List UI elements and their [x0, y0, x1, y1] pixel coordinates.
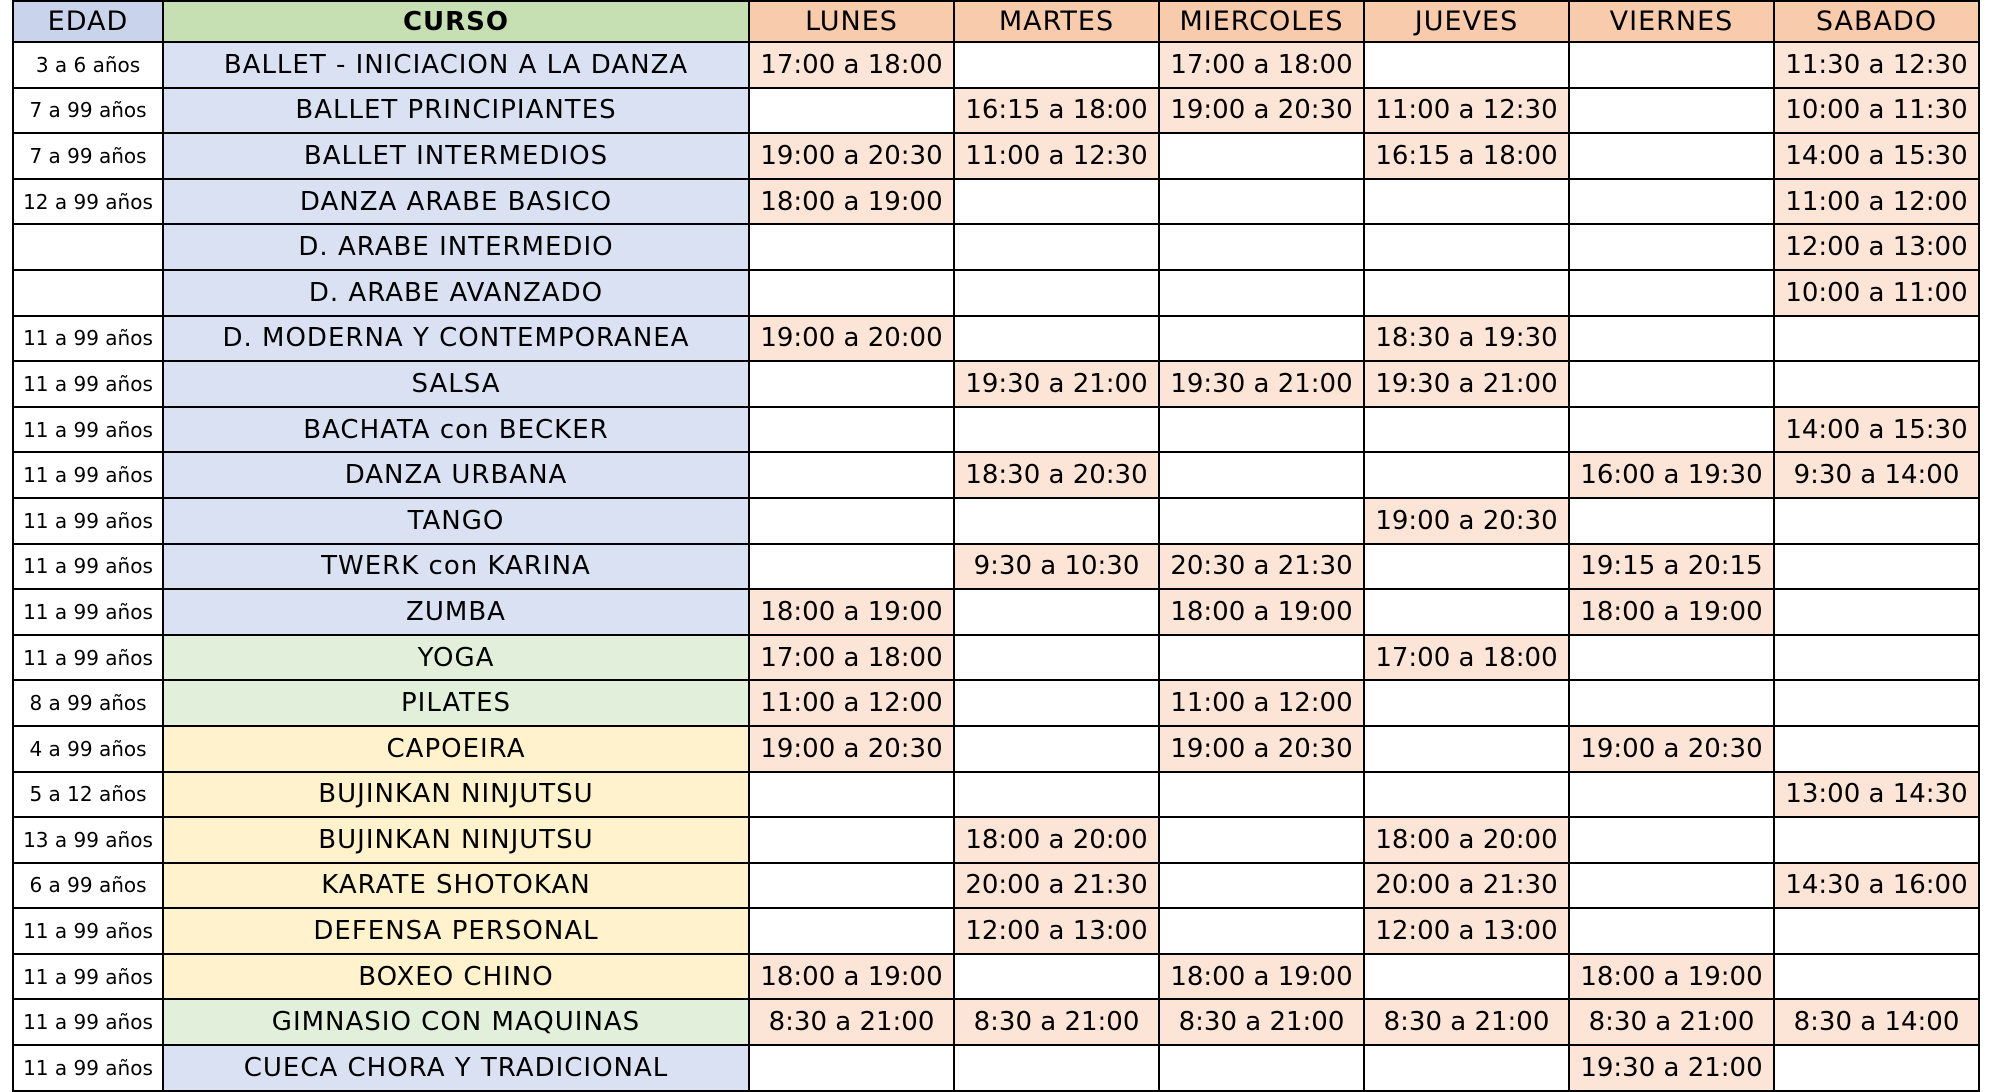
slot-cell-miercoles	[1159, 863, 1364, 909]
header-day-jueves: JUEVES	[1364, 1, 1569, 42]
slot-cell-sabado	[1774, 544, 1979, 590]
header-curso: CURSO	[163, 1, 749, 42]
curso-cell: D. MODERNA Y CONTEMPORANEA	[163, 316, 749, 362]
slot-cell-miercoles: 19:30 a 21:00	[1159, 361, 1364, 407]
slot-cell-sabado	[1774, 908, 1979, 954]
slot-cell-lunes	[749, 544, 954, 590]
slot-cell-miercoles: 20:30 a 21:30	[1159, 544, 1364, 590]
slot-cell-martes	[954, 589, 1159, 635]
slot-cell-sabado: 14:00 a 15:30	[1774, 407, 1979, 453]
table-row	[13, 270, 1979, 316]
slot-cell-sabado: 9:30 a 14:00	[1774, 452, 1979, 498]
slot-cell-miercoles: 19:00 a 20:30	[1159, 726, 1364, 772]
slot-cell-sabado: 14:00 a 15:30	[1774, 133, 1979, 179]
slot-cell-martes	[954, 407, 1159, 453]
slot-cell-sabado	[1774, 726, 1979, 772]
slot-cell-sabado: 8:30 a 14:00	[1774, 999, 1979, 1045]
table-row	[13, 224, 1979, 270]
slot-cell-jueves	[1364, 270, 1569, 316]
slot-cell-sabado: 10:00 a 11:30	[1774, 88, 1979, 134]
schedule-body	[13, 42, 1979, 1091]
slot-cell-martes: 12:00 a 13:00	[954, 908, 1159, 954]
slot-cell-lunes	[749, 88, 954, 134]
slot-cell-lunes	[749, 772, 954, 818]
slot-cell-miercoles	[1159, 224, 1364, 270]
slot-cell-viernes: 19:30 a 21:00	[1569, 1045, 1774, 1091]
slot-cell-jueves	[1364, 407, 1569, 453]
edad-cell: 4 a 99 años	[13, 726, 163, 772]
table-row	[13, 498, 1979, 544]
edad-cell: 11 a 99 años	[13, 999, 163, 1045]
slot-cell-martes	[954, 1045, 1159, 1091]
slot-cell-sabado	[1774, 361, 1979, 407]
slot-cell-martes	[954, 224, 1159, 270]
slot-cell-lunes	[749, 908, 954, 954]
edad-cell: 11 a 99 años	[13, 635, 163, 681]
slot-cell-viernes	[1569, 270, 1774, 316]
slot-cell-sabado: 14:30 a 16:00	[1774, 863, 1979, 909]
slot-cell-martes	[954, 498, 1159, 544]
slot-cell-viernes	[1569, 316, 1774, 362]
table-row	[13, 88, 1979, 134]
edad-cell: 11 a 99 años	[13, 407, 163, 453]
slot-cell-jueves	[1364, 954, 1569, 1000]
slot-cell-miercoles	[1159, 452, 1364, 498]
slot-cell-viernes: 8:30 a 21:00	[1569, 999, 1774, 1045]
edad-cell: 8 a 99 años	[13, 680, 163, 726]
slot-cell-lunes: 17:00 a 18:00	[749, 635, 954, 681]
edad-cell: 11 a 99 años	[13, 589, 163, 635]
slot-cell-sabado	[1774, 589, 1979, 635]
curso-cell: YOGA	[163, 635, 749, 681]
edad-cell	[13, 270, 163, 316]
slot-cell-jueves	[1364, 224, 1569, 270]
slot-cell-miercoles: 17:00 a 18:00	[1159, 42, 1364, 88]
slot-cell-jueves: 11:00 a 12:30	[1364, 88, 1569, 134]
slot-cell-miercoles: 11:00 a 12:00	[1159, 680, 1364, 726]
slot-cell-lunes	[749, 452, 954, 498]
table-row	[13, 316, 1979, 362]
slot-cell-sabado: 11:30 a 12:30	[1774, 42, 1979, 88]
edad-cell: 13 a 99 años	[13, 817, 163, 863]
slot-cell-viernes	[1569, 361, 1774, 407]
table-row	[13, 179, 1979, 225]
curso-cell: DANZA URBANA	[163, 452, 749, 498]
slot-cell-miercoles	[1159, 133, 1364, 179]
slot-cell-jueves: 20:00 a 21:30	[1364, 863, 1569, 909]
slot-cell-martes: 16:15 a 18:00	[954, 88, 1159, 134]
slot-cell-miercoles	[1159, 498, 1364, 544]
slot-cell-jueves	[1364, 452, 1569, 498]
slot-cell-sabado: 13:00 a 14:30	[1774, 772, 1979, 818]
slot-cell-miercoles	[1159, 407, 1364, 453]
curso-cell: BUJINKAN NINJUTSU	[163, 772, 749, 818]
edad-cell: 11 a 99 años	[13, 908, 163, 954]
slot-cell-jueves	[1364, 179, 1569, 225]
slot-cell-jueves	[1364, 544, 1569, 590]
slot-cell-viernes	[1569, 680, 1774, 726]
slot-cell-jueves	[1364, 726, 1569, 772]
table-row	[13, 544, 1979, 590]
slot-cell-viernes	[1569, 817, 1774, 863]
slot-cell-jueves: 18:30 a 19:30	[1364, 316, 1569, 362]
slot-cell-sabado: 11:00 a 12:00	[1774, 179, 1979, 225]
edad-cell: 7 a 99 años	[13, 133, 163, 179]
header-day-lunes: LUNES	[749, 1, 954, 42]
header-day-martes: MARTES	[954, 1, 1159, 42]
curso-cell: KARATE SHOTOKAN	[163, 863, 749, 909]
slot-cell-martes	[954, 316, 1159, 362]
edad-cell: 11 a 99 años	[13, 498, 163, 544]
slot-cell-martes	[954, 680, 1159, 726]
edad-cell: 11 a 99 años	[13, 361, 163, 407]
slot-cell-lunes: 19:00 a 20:00	[749, 316, 954, 362]
slot-cell-viernes: 19:00 a 20:30	[1569, 726, 1774, 772]
slot-cell-lunes	[749, 1045, 954, 1091]
slot-cell-lunes: 18:00 a 19:00	[749, 179, 954, 225]
slot-cell-lunes	[749, 224, 954, 270]
slot-cell-lunes: 17:00 a 18:00	[749, 42, 954, 88]
slot-cell-martes: 20:00 a 21:30	[954, 863, 1159, 909]
slot-cell-lunes	[749, 817, 954, 863]
slot-cell-martes	[954, 772, 1159, 818]
slot-cell-miercoles	[1159, 908, 1364, 954]
slot-cell-sabado	[1774, 498, 1979, 544]
curso-cell: D. ARABE AVANZADO	[163, 270, 749, 316]
table-row	[13, 817, 1979, 863]
slot-cell-lunes	[749, 407, 954, 453]
slot-cell-miercoles	[1159, 270, 1364, 316]
table-row	[13, 361, 1979, 407]
table-row	[13, 133, 1979, 179]
header-edad: EDAD	[13, 1, 163, 42]
slot-cell-viernes: 19:15 a 20:15	[1569, 544, 1774, 590]
edad-cell: 11 a 99 años	[13, 1045, 163, 1091]
slot-cell-jueves	[1364, 1045, 1569, 1091]
slot-cell-sabado	[1774, 680, 1979, 726]
slot-cell-lunes: 19:00 a 20:30	[749, 726, 954, 772]
slot-cell-lunes	[749, 863, 954, 909]
slot-cell-viernes	[1569, 133, 1774, 179]
slot-cell-lunes: 11:00 a 12:00	[749, 680, 954, 726]
edad-cell: 11 a 99 años	[13, 544, 163, 590]
curso-cell: TANGO	[163, 498, 749, 544]
slot-cell-viernes	[1569, 772, 1774, 818]
table-row	[13, 452, 1979, 498]
slot-cell-martes: 19:30 a 21:00	[954, 361, 1159, 407]
table-row	[13, 407, 1979, 453]
curso-cell: BOXEO CHINO	[163, 954, 749, 1000]
slot-cell-jueves: 17:00 a 18:00	[1364, 635, 1569, 681]
slot-cell-sabado	[1774, 1045, 1979, 1091]
curso-cell: ZUMBA	[163, 589, 749, 635]
edad-cell: 5 a 12 años	[13, 772, 163, 818]
header-day-viernes: VIERNES	[1569, 1, 1774, 42]
curso-cell: DANZA ARABE BASICO	[163, 179, 749, 225]
slot-cell-jueves	[1364, 772, 1569, 818]
schedule-table	[12, 0, 1980, 1092]
edad-cell: 11 a 99 años	[13, 452, 163, 498]
slot-cell-lunes: 19:00 a 20:30	[749, 133, 954, 179]
curso-cell: BACHATA con BECKER	[163, 407, 749, 453]
curso-cell: CUECA CHORA Y TRADICIONAL	[163, 1045, 749, 1091]
table-row	[13, 726, 1979, 772]
slot-cell-viernes	[1569, 908, 1774, 954]
slot-cell-sabado	[1774, 635, 1979, 681]
slot-cell-viernes	[1569, 88, 1774, 134]
slot-cell-martes: 8:30 a 21:00	[954, 999, 1159, 1045]
slot-cell-martes: 18:30 a 20:30	[954, 452, 1159, 498]
slot-cell-martes	[954, 42, 1159, 88]
curso-cell: PILATES	[163, 680, 749, 726]
slot-cell-martes	[954, 726, 1159, 772]
header-day-miercoles: MIERCOLES	[1159, 1, 1364, 42]
table-row	[13, 42, 1979, 88]
edad-cell: 3 a 6 años	[13, 42, 163, 88]
slot-cell-jueves: 16:15 a 18:00	[1364, 133, 1569, 179]
slot-cell-miercoles	[1159, 1045, 1364, 1091]
slot-cell-viernes	[1569, 179, 1774, 225]
slot-cell-martes: 9:30 a 10:30	[954, 544, 1159, 590]
slot-cell-lunes	[749, 498, 954, 544]
slot-cell-martes: 11:00 a 12:30	[954, 133, 1159, 179]
edad-cell: 11 a 99 años	[13, 316, 163, 362]
slot-cell-lunes: 8:30 a 21:00	[749, 999, 954, 1045]
table-row	[13, 635, 1979, 681]
slot-cell-jueves: 19:30 a 21:00	[1364, 361, 1569, 407]
slot-cell-viernes	[1569, 407, 1774, 453]
slot-cell-sabado	[1774, 954, 1979, 1000]
slot-cell-martes	[954, 270, 1159, 316]
slot-cell-viernes	[1569, 224, 1774, 270]
slot-cell-miercoles	[1159, 772, 1364, 818]
slot-cell-lunes: 18:00 a 19:00	[749, 954, 954, 1000]
table-row	[13, 954, 1979, 1000]
slot-cell-viernes	[1569, 863, 1774, 909]
curso-cell: BALLET - INICIACION A LA DANZA	[163, 42, 749, 88]
slot-cell-martes	[954, 179, 1159, 225]
slot-cell-miercoles: 18:00 a 19:00	[1159, 589, 1364, 635]
header-row	[13, 1, 1979, 42]
curso-cell: DEFENSA PERSONAL	[163, 908, 749, 954]
edad-cell: 12 a 99 años	[13, 179, 163, 225]
curso-cell: D. ARABE INTERMEDIO	[163, 224, 749, 270]
table-row	[13, 999, 1979, 1045]
curso-cell: BALLET PRINCIPIANTES	[163, 88, 749, 134]
table-row	[13, 863, 1979, 909]
slot-cell-miercoles: 18:00 a 19:00	[1159, 954, 1364, 1000]
curso-cell: TWERK con KARINA	[163, 544, 749, 590]
slot-cell-miercoles	[1159, 179, 1364, 225]
edad-cell: 6 a 99 años	[13, 863, 163, 909]
edad-cell: 7 a 99 años	[13, 88, 163, 134]
edad-cell: 11 a 99 años	[13, 954, 163, 1000]
slot-cell-viernes: 18:00 a 19:00	[1569, 589, 1774, 635]
header-day-sabado: SABADO	[1774, 1, 1979, 42]
slot-cell-martes	[954, 635, 1159, 681]
curso-cell: CAPOEIRA	[163, 726, 749, 772]
slot-cell-jueves: 19:00 a 20:30	[1364, 498, 1569, 544]
slot-cell-jueves: 18:00 a 20:00	[1364, 817, 1569, 863]
table-row	[13, 680, 1979, 726]
slot-cell-miercoles	[1159, 817, 1364, 863]
slot-cell-jueves	[1364, 42, 1569, 88]
slot-cell-lunes	[749, 361, 954, 407]
slot-cell-jueves: 8:30 a 21:00	[1364, 999, 1569, 1045]
slot-cell-sabado	[1774, 316, 1979, 362]
slot-cell-viernes	[1569, 498, 1774, 544]
slot-cell-miercoles	[1159, 316, 1364, 362]
slot-cell-viernes	[1569, 635, 1774, 681]
slot-cell-miercoles: 8:30 a 21:00	[1159, 999, 1364, 1045]
slot-cell-sabado: 12:00 a 13:00	[1774, 224, 1979, 270]
table-row	[13, 1045, 1979, 1091]
slot-cell-lunes: 18:00 a 19:00	[749, 589, 954, 635]
table-row	[13, 589, 1979, 635]
slot-cell-sabado: 10:00 a 11:00	[1774, 270, 1979, 316]
slot-cell-martes: 18:00 a 20:00	[954, 817, 1159, 863]
table-row	[13, 908, 1979, 954]
slot-cell-sabado	[1774, 817, 1979, 863]
slot-cell-jueves	[1364, 680, 1569, 726]
slot-cell-martes	[954, 954, 1159, 1000]
curso-cell: SALSA	[163, 361, 749, 407]
slot-cell-miercoles	[1159, 635, 1364, 681]
curso-cell: GIMNASIO CON MAQUINAS	[163, 999, 749, 1045]
slot-cell-viernes: 18:00 a 19:00	[1569, 954, 1774, 1000]
slot-cell-viernes	[1569, 42, 1774, 88]
slot-cell-miercoles: 19:00 a 20:30	[1159, 88, 1364, 134]
edad-cell	[13, 224, 163, 270]
curso-cell: BALLET INTERMEDIOS	[163, 133, 749, 179]
table-row	[13, 772, 1979, 818]
curso-cell: BUJINKAN NINJUTSU	[163, 817, 749, 863]
slot-cell-viernes: 16:00 a 19:30	[1569, 452, 1774, 498]
slot-cell-jueves	[1364, 589, 1569, 635]
slot-cell-jueves: 12:00 a 13:00	[1364, 908, 1569, 954]
slot-cell-lunes	[749, 270, 954, 316]
